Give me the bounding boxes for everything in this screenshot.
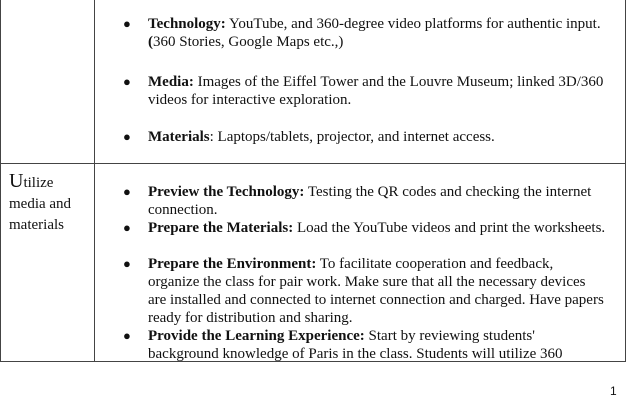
bullet-icon: ●	[123, 220, 131, 235]
bullet-icon: ●	[123, 16, 131, 31]
list-item-technology: ● Technology: YouTube, and 360-degree video platforms for authentic input. (360 Stories, Google Maps etc.,)	[123, 16, 601, 50]
list-item-learning-experience: ● Provide the Learning Experience: Start by reviewing students' background knowledge of Paris in the class. Students will utilize 360	[123, 328, 563, 362]
row-divider	[1, 163, 625, 164]
column-divider	[94, 0, 95, 361]
bullet-icon: ●	[123, 184, 131, 199]
row-label-utilize: Utilize media and materials	[9, 170, 72, 233]
list-item-materials: ● Materials: Laptops/tablets, projector, and internet access.	[123, 129, 495, 145]
list-item-prepare-environment: ● Prepare the Environment: To facilitate cooperation and feedback, organize the class for pair work. Make sure that all the necessary devices are installed and connected to internet connection and charged. Have papers ready for distribution and sharing.	[123, 256, 604, 326]
list-item-preview-technology: ● Preview the Technology: Testing the QR codes and checking the internet connection.	[123, 184, 592, 218]
bullet-icon: ●	[123, 256, 131, 271]
bullet-icon: ●	[123, 74, 131, 89]
bullet-icon: ●	[123, 129, 131, 144]
list-item-media: ● Media: Images of the Eiffel Tower and the Louvre Museum; linked 3D/360 videos for interactive exploration.	[123, 74, 604, 108]
page-number: 1	[610, 384, 617, 398]
bullet-icon: ●	[123, 328, 131, 343]
list-item-prepare-materials: ● Prepare the Materials: Load the YouTube videos and print the worksheets.	[123, 220, 606, 236]
